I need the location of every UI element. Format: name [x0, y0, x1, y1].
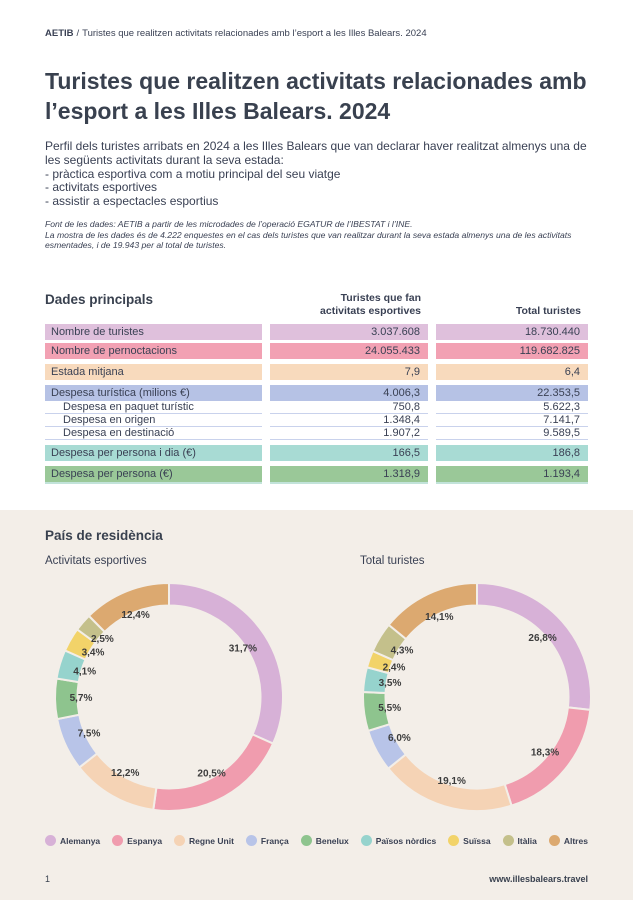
table-cell-value-total: 7.141,7	[436, 414, 588, 427]
table-row	[45, 466, 588, 484]
table-cell-value-esportives: 4.006,3	[270, 385, 428, 401]
legend-dot	[301, 835, 312, 846]
intro-bullet-2: - activitats esportives	[45, 180, 158, 195]
donut-slice-label: 18,3%	[530, 747, 560, 759]
intro-bullet-3: - assistir a espectacles esportius	[45, 194, 219, 209]
source-note	[45, 219, 588, 250]
donut-slice-label: 19,1%	[437, 775, 466, 787]
chart-title-activitats-esportives: Activitats esportives	[45, 555, 147, 567]
donut-slice-Alemanya	[169, 583, 283, 744]
table-row	[45, 401, 588, 414]
table-cell-label: Despesa en origen	[45, 414, 262, 427]
table-row	[45, 385, 588, 401]
donut-slice-label: 4,1%	[73, 666, 97, 678]
table-cell-value-esportives: 24.055.433	[270, 343, 428, 359]
legend-item-França	[246, 835, 289, 846]
source-note-line-1: Font de les dades: AETIB a partir de les microdades de l’operació EGATUR de l’IBESTAT i l’INE.	[45, 219, 413, 230]
table-cell-label: Despesa turística (milions €)	[45, 385, 262, 401]
main-data-section	[45, 292, 588, 484]
legend-item-Alemanya	[45, 835, 100, 846]
breadcrumb-separator: /	[76, 28, 80, 39]
intro-bullet-1: - pràctica esportiva com a motiu principal del seu viatge	[45, 166, 341, 181]
section-title-pais-residencia: País de residència	[45, 528, 163, 543]
table-cell-value-total: 18.730.440	[436, 324, 588, 340]
legend-dot	[448, 835, 459, 846]
table-cell-value-esportives: 1.907,2	[270, 427, 428, 440]
table-row	[45, 427, 588, 440]
table-cell-value-esportives: 1.318,9	[270, 466, 428, 484]
breadcrumb-path: Turistes que realitzen activitats relacionades amb l’esport a les Illes Balears. 2024	[82, 28, 427, 39]
legend-dot	[112, 835, 123, 846]
donut-slice-label: 7,5%	[77, 728, 101, 740]
table-body	[45, 324, 588, 484]
donut-slice-label: 5,7%	[69, 693, 93, 705]
table-row	[45, 414, 588, 427]
donut-slice-label: 14,1%	[425, 612, 454, 624]
table-cell-label: Despesa en destinació	[45, 427, 262, 440]
table-row	[45, 364, 588, 380]
donut-slice-label: 31,7%	[228, 643, 258, 655]
donut-slice-label: 6,0%	[388, 733, 411, 745]
legend-dot	[503, 835, 514, 846]
table-cell-label: Nombre de turistes	[45, 324, 262, 340]
table-cell-value-total: 22.353,5	[436, 385, 588, 401]
legend-label: Itàlia	[517, 835, 537, 846]
source-note-line-2: La mostra de les dades és de 4.222 enquestes en el cas dels turistes que van realitzar durant la seva estada almenys una de les activitats esmentades, i de 19.943 per al total de turistes.	[45, 229, 572, 250]
table-cell-label: Despesa per persona i dia (€)	[45, 445, 262, 461]
donut-slice-Alemanya	[477, 583, 591, 710]
table-cell-label: Estada mitjana	[45, 364, 262, 380]
donut-slice-Regne Unit	[79, 754, 156, 810]
charts-area	[45, 555, 588, 823]
breadcrumb-brand: AETIB	[45, 28, 74, 39]
donut-slice-label: 5,5%	[378, 702, 402, 714]
page-number: 1	[45, 874, 51, 884]
donut-slice-Altres	[89, 583, 169, 632]
table-cell-value-esportives: 166,5	[270, 445, 428, 461]
legend-item-Benelux	[301, 835, 349, 846]
legend	[45, 835, 588, 846]
table-header-col2: Total turistes	[515, 304, 581, 317]
table-cell-value-total: 6,4	[436, 364, 588, 380]
table-cell-value-esportives: 750,8	[270, 401, 428, 414]
donut-slice-label: 2,4%	[382, 662, 406, 674]
legend-item-Altres	[549, 835, 588, 846]
website-url: www.illesbalears.travel	[489, 874, 588, 884]
donut-slice-label: 3,4%	[81, 647, 105, 659]
legend-dot	[361, 835, 372, 846]
table-cell-label: Nombre de pernoctacions	[45, 343, 262, 359]
donut-slice-label: 26,8%	[528, 633, 557, 645]
legend-dot	[174, 835, 185, 846]
donut-slice-label: 20,5%	[197, 768, 226, 780]
chart-title-total-turistes: Total turistes	[360, 555, 425, 567]
legend-dot	[45, 835, 56, 846]
table-row	[45, 324, 588, 340]
table-header-col1-line1: Turistes que fan	[340, 292, 421, 305]
residence-section	[0, 510, 633, 900]
legend-label: Regne Unit	[189, 835, 234, 846]
table-row	[45, 343, 588, 359]
legend-label: Alemanya	[60, 835, 101, 846]
donut-chart-activitats-esportives	[49, 577, 289, 817]
table-row	[45, 445, 588, 461]
legend-item-Països nòrdics	[361, 835, 436, 846]
donut-slice-Altres	[389, 583, 477, 639]
legend-label: Altres	[563, 835, 588, 846]
donut-slice-label: 2,5%	[91, 634, 114, 646]
table-cell-value-total: 119.682.825	[436, 343, 588, 359]
donut-slice-label: 12,4%	[121, 610, 150, 622]
legend-label: Benelux	[315, 835, 349, 846]
legend-dot	[246, 835, 257, 846]
legend-label: Suïssa	[463, 835, 491, 846]
intro-lead: Perfil dels turistes arribats en 2024 a les Illes Balears que van declarar haver realitzat almenys una de les següents activitats durant la seva estada:	[45, 138, 587, 167]
donut-chart-total-turistes	[357, 577, 597, 817]
breadcrumb	[45, 0, 588, 39]
table-cell-value-total: 186,8	[436, 445, 588, 461]
legend-item-Suïssa	[448, 835, 490, 846]
donut-slice-label: 4,3%	[390, 645, 414, 657]
table-header-col1	[270, 292, 428, 318]
donut-slice-label: 3,5%	[378, 678, 402, 690]
page-footer	[45, 874, 588, 884]
legend-label: Països nòrdics	[375, 835, 437, 846]
legend-dot	[549, 835, 560, 846]
table-cell-label: Despesa per persona (€)	[45, 466, 262, 484]
table-cell-value-esportives: 1.348,4	[270, 414, 428, 427]
table-cell-value-total: 9.589,5	[436, 427, 588, 440]
table-cell-value-total: 5.622,3	[436, 401, 588, 414]
legend-label: França	[260, 835, 289, 846]
legend-label: Espanya	[127, 835, 163, 846]
table-cell-value-total: 1.193,4	[436, 466, 588, 484]
table-cell-value-esportives: 7,9	[270, 364, 428, 380]
section-title-dades-principals: Dades principals	[45, 292, 154, 308]
table-cell-value-esportives: 3.037.608	[270, 324, 428, 340]
legend-item-Regne Unit	[174, 835, 234, 846]
table-header-col1-line2: activitats esportives	[320, 304, 421, 317]
legend-item-Itàlia	[503, 835, 537, 846]
page-title: Turistes que realitzen activitats relacionades amb l’esport a les Illes Balears. 2024	[45, 68, 587, 125]
legend-item-Espanya	[112, 835, 162, 846]
table-cell-label: Despesa en paquet turístic	[45, 401, 262, 414]
donut-slice-label: 12,2%	[111, 767, 140, 779]
